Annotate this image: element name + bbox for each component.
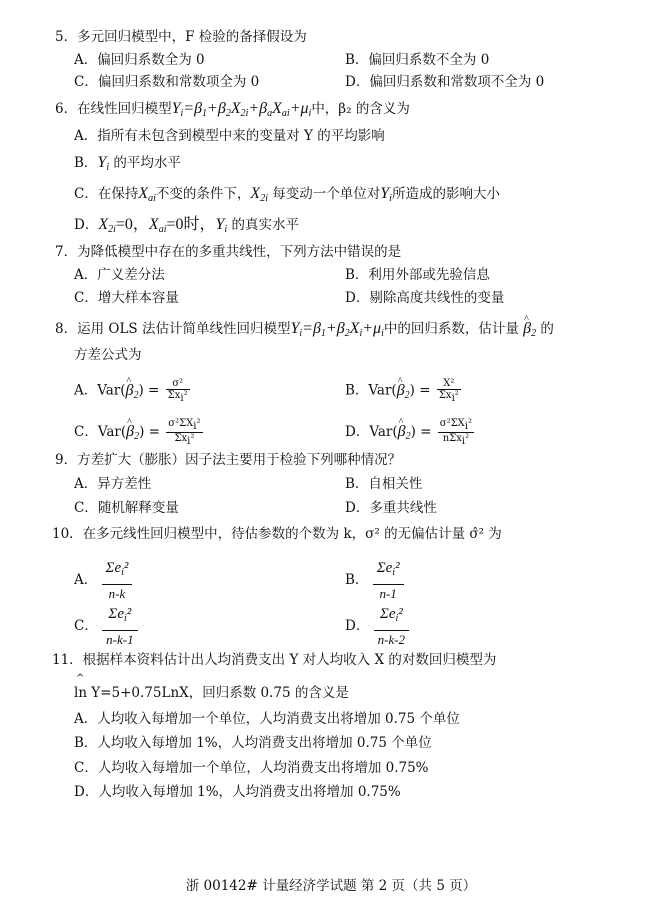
q10-option-c: C． $\Sigma e_i^2$ n-k-1 bbox=[74, 604, 138, 648]
q6-option-b: B．$Y_i$ 的平均水平 bbox=[74, 154, 181, 173]
page-footer: 浙 00142# 计量经济学试题 第 2 页（共 5 页） bbox=[185, 878, 477, 894]
q11-option-c: C．人均收入每增加一个单位，人均消费支出将增加 0.75% bbox=[74, 760, 429, 776]
q11-model: ln Y=5+0.75LnX，回归系数 0.75 的含义是 bbox=[74, 685, 349, 701]
q11-option-b: B．人均收入每增加 1%，人均消费支出将增加 0.75 个单位 bbox=[74, 735, 432, 751]
q10-stem: 10．在多元线性回归模型中，待估参数的个数为 k，σ² 的无偏估计量 σ̂² 为 bbox=[52, 526, 502, 542]
q6-stem: 6．在线性回归模型$Y_i=\beta_1+\beta_2X_{2i}+\beta_aX_{ai}+\mu_i$中，β₂ 的含义为 bbox=[55, 100, 410, 119]
q5-option-c: C．偏回归系数和常数项全为 0 bbox=[74, 74, 260, 90]
q7-option-b: B．利用外部或先验信息 bbox=[345, 267, 490, 283]
q7-option-a: A．广义差分法 bbox=[74, 267, 165, 283]
q10-option-b: B． $\Sigma e_i^2$ n-1 bbox=[345, 558, 404, 602]
q8-option-c: C．Var(^ $\beta_2$) = $\frac{\sigma^2\Sigma X_i^2}{\Sigma x_i^2}$ bbox=[74, 418, 203, 447]
q8-option-a: A．Var(^ $\beta_2$) = $\frac{\text{σ²}}{\Sigma x_i^2}$ bbox=[74, 378, 190, 405]
q8-stem: 8．运用 OLS 法估计简单线性回归模型$Y_i=\beta_1+\beta_2X_i+\mu_i$中的回归系数，估计量 ^ $\beta_2$ 的 bbox=[55, 320, 554, 343]
q9-option-a: A．异方差性 bbox=[74, 476, 152, 492]
q8-option-d: D．Var(^ $\beta_2$) = $\frac{\sigma^2\Sigma X_i^2}{n\Sigma x_i^2}$ bbox=[345, 418, 474, 447]
q5-option-b: B．偏回归系数不全为 0 bbox=[345, 52, 490, 68]
q8-stem-line2: 方差公式为 bbox=[74, 347, 142, 363]
q8-option-b: B．Var(^ $\beta_2$) = $\frac{\text{X²}}{\Sigma x_i^2}$ bbox=[345, 378, 461, 405]
q7-option-c: C．增大样本容量 bbox=[74, 290, 179, 306]
q11-option-d: D．人均收入每增加 1%，人均消费支出将增加 0.75% bbox=[74, 784, 401, 800]
q7-stem: 7．为降低模型中存在的多重共线性，下列方法中错误的是 bbox=[55, 244, 402, 260]
q5-stem: 5．多元回归模型中，F 检验的备择假设为 bbox=[55, 29, 307, 45]
q9-option-c: C．随机解释变量 bbox=[74, 500, 179, 516]
hat-mark: ^ bbox=[76, 673, 85, 684]
q6-option-d: D．$X_{2i}=0$，$X_{ai}=0$时，$Y_i$ 的真实水平 bbox=[74, 216, 299, 235]
q10-option-d: D． $\Sigma e_i^2$ n-k-2 bbox=[345, 604, 409, 648]
q5-option-a: A．偏回归系数全为 0 bbox=[74, 52, 205, 68]
q10-option-a: A． $\Sigma e_i^2$ n-k bbox=[74, 558, 132, 602]
q9-stem: 9．方差扩大（膨胀）因子法主要用于检验下列哪种情况？ bbox=[55, 452, 402, 468]
q9-option-d: D．多重共线性 bbox=[345, 500, 437, 516]
q5-option-d: D．偏回归系数和常数项不全为 0 bbox=[345, 74, 545, 90]
q9-option-b: B．自相关性 bbox=[345, 476, 423, 492]
q6-option-c: C．在保持$X_{ai}$不变的条件下，$X_{2i}$ 每变动一个单位对$Y_i$所造成的影响大小 bbox=[74, 185, 500, 204]
q6-option-a: A．指所有未包含到模型中来的变量对 Y 的平均影响 bbox=[74, 128, 385, 144]
q7-option-d: D．剔除高度共线性的变量 bbox=[345, 290, 505, 306]
q11-option-a: A．人均收入每增加一个单位，人均消费支出将增加 0.75 个单位 bbox=[74, 711, 460, 727]
q11-stem: 11．根据样本资料估计出人均消费支出 Y 对人均收入 X 的对数回归模型为 bbox=[52, 652, 497, 668]
